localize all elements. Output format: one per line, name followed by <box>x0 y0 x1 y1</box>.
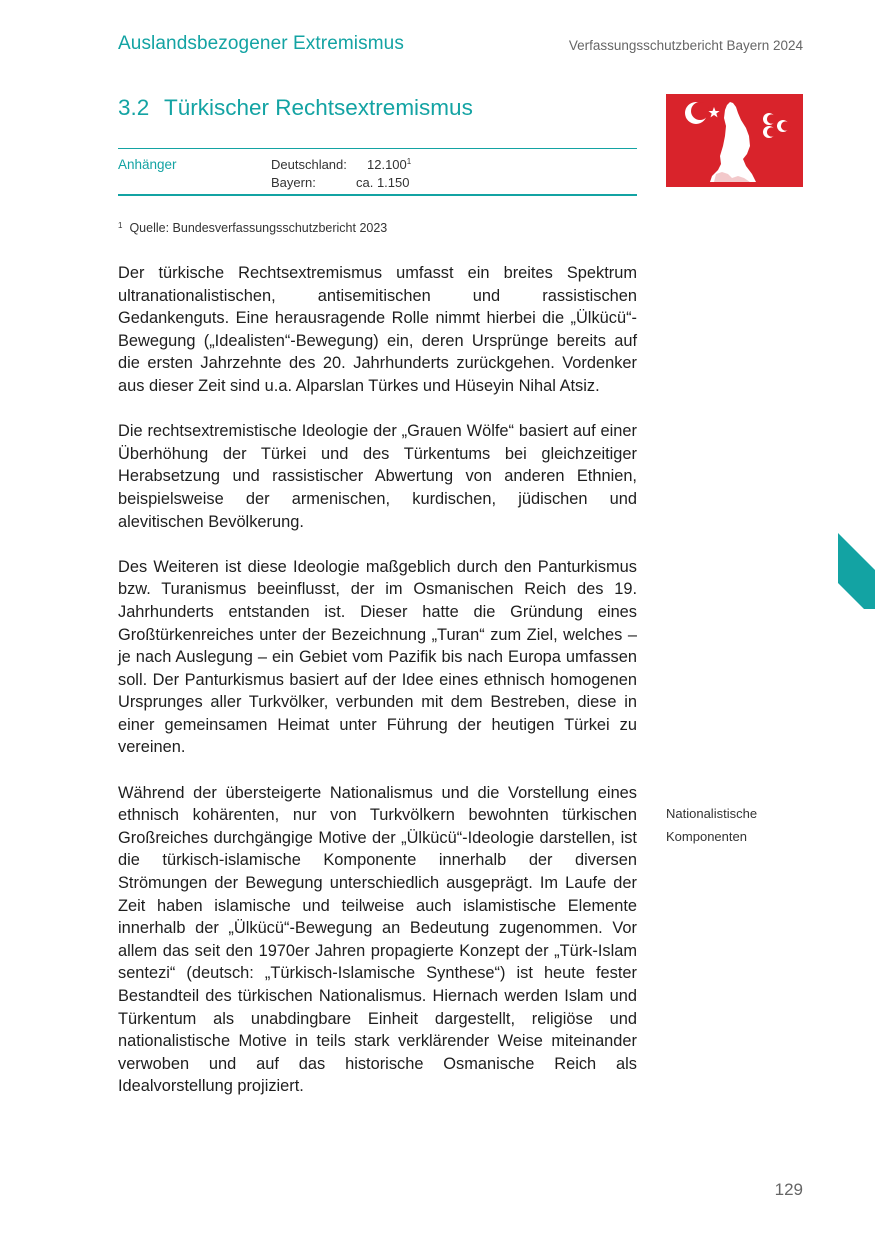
margin-note <box>666 802 806 848</box>
body-text <box>118 262 637 1121</box>
chapter-number: 3.2 <box>118 95 150 120</box>
margin-note-line: Nationalistische <box>666 806 758 821</box>
margin-note-line: Komponenten <box>666 829 747 844</box>
footnote <box>118 221 387 235</box>
chapter-tab-marker-icon <box>838 533 875 609</box>
tab-shape <box>838 533 875 609</box>
paragraph: Der türkische Rechtsextremismus umfasst ein breites Spektrum ultranationalistischen, antisemitischen und rassistischen Gedankenguts. Eine herausragende Rolle nimmt hierbei die „Ülkücü“-Bewegung („Idealisten“-Bewegung) ein, deren Ursprünge bereits auf die ersten Jahrzehnte des 20. Jahrhunderts zurückgehen. Vordenker aus dieser Zeit sind u.a. Alparslan Türkes und Hüseyin Nihal Atsiz. <box>118 264 637 395</box>
running-head-publication: Verfassungsschutzbericht Bayern 2024 <box>568 38 803 53</box>
running-head-section: Auslandsbezogener Extremismus <box>118 33 404 54</box>
page-number: 129 <box>774 1180 803 1199</box>
footnote-ref: 1 <box>406 157 412 166</box>
chapter-heading <box>118 95 473 121</box>
row-value: ca. 1.150 <box>356 175 410 190</box>
paragraph: Des Weiteren ist diese Ideologie maßgeblich durch den Panturkismus bzw. Turanismus beeinflusst, der im Osmanischen Reich des 19. Jahrhunderts entstanden ist. Dieser hatte die Gründung eines Großtürkenreiches unter der Bezeichnung „Turan“ zum Ziel, welches – je nach Auslegung – ein Gebiet vom Pazifik bis nach Europa umfassen soll. Der Panturkismus basiert auf der Idee eines ethnisch homogenen Ursprunges aller Turkvölker, verbunden mit dem Bestreben, diese in einer gemeinsamen Heimat unter Führung der heutigen Türkei zu vereinen. <box>118 557 637 757</box>
supporters-table <box>118 148 637 196</box>
row-key: Deutschland: <box>271 157 347 172</box>
supporters-row-germany <box>271 157 411 172</box>
paragraph: Während der übersteigerte Nationalismus und die Vorstellung eines ethnisch kohärenten, nur von Turkvölkern bewohnten türkischen Großreiches durchgängige Motive der „Ülkücü“-Ideologie darstellen, ist die türkisch-islamische Komponente innerhalb der diversen Strömungen der Bewegung unterschiedlich ausgeprägt. Im Laufe der Zeit haben islamische und teilweise auch islamistische Elemente innerhalb der „Ülkücü“-Bewegung an Bedeutung zugenommen. Vor allem das seit den 1970er Jahren propagierte Konzept der „Türk-Islam sentezi“ (deutsch: „Türkisch-Islamische Synthese“) ist heute fester Bestandteil des türkischen Nationalismus. Hiernach werden Islam und Türkentum als unabdingbare Einheit dargestellt, religiöse und nationalistische Motive in teils stark verklärender Weise miteinander verwoben und auf das historische Osmanische Reich als Idealvorstellung projiziert. <box>118 783 637 1096</box>
supporters-row-bavaria <box>271 175 410 190</box>
footnote-marker: 1 <box>118 221 123 230</box>
paragraph: Die rechtsextremistische Ideologie der „Grauen Wölfe“ basiert auf einer Überhöhung der Türkei und des Türkentums bei gleichzeitiger Herabsetzung und rassistischer Abwertung von anderen Ethnien, beispielsweise der armenischen, kurdischen, jüdischen und alevitischen Bevölkerung. <box>118 422 637 531</box>
flag-graphic <box>666 94 803 187</box>
supporters-label: Anhänger <box>118 157 177 172</box>
chapter-title: Türkischer Rechtsextremismus <box>164 95 473 120</box>
row-value: 12.100 <box>367 157 407 172</box>
row-key: Bayern: <box>271 175 316 190</box>
crescent-wolf-flag-icon <box>666 94 803 187</box>
footnote-text: Quelle: Bundesverfassungsschutzbericht 2023 <box>129 221 388 235</box>
